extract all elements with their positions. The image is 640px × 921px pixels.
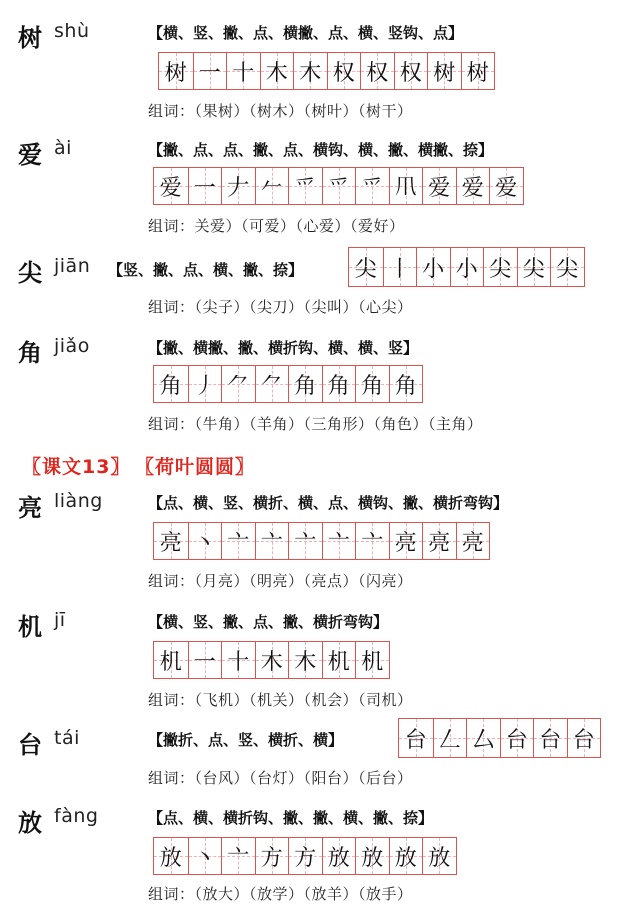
grid-cell: 机: [355, 642, 389, 678]
grid-cell: 尖: [550, 248, 584, 286]
character: 台: [18, 731, 42, 759]
grid-cell: 树: [159, 53, 193, 89]
grid-cell: 亮: [154, 523, 188, 559]
grid-cell: 小: [450, 248, 484, 286]
character: 放: [18, 809, 42, 837]
grid-cell: 角: [154, 366, 188, 402]
grid-cell: 丨: [383, 248, 417, 286]
grid-cell: 𠃋: [433, 719, 467, 757]
grid-cell: 放: [154, 838, 188, 874]
stroke-grid: [153, 522, 490, 560]
character: 爱: [18, 141, 42, 169]
pinyin: ài: [54, 137, 72, 159]
grid-cell: 亠: [288, 523, 322, 559]
grid-cell: ⺈: [221, 366, 255, 402]
character: 亮: [18, 494, 42, 522]
lesson-heading: [22, 452, 255, 479]
grid-cell: 一: [188, 642, 222, 678]
grid-cell: 尖: [517, 248, 551, 286]
stroke-grid: [348, 247, 585, 287]
grid-cell: 𤓯: [389, 168, 423, 204]
grid-cell: 亠: [221, 523, 255, 559]
grid-cell: 尖: [483, 248, 517, 286]
grid-cell: 台: [533, 719, 567, 757]
grid-cell: 爱: [422, 168, 456, 204]
grid-cell: 爱: [154, 168, 188, 204]
grid-cell: 一: [193, 53, 227, 89]
word-examples: 组词：（牛角）（羊角）（三角形）（角色）（主角）: [148, 415, 483, 433]
grid-cell: 放: [322, 838, 356, 874]
grid-cell: 台: [500, 719, 534, 757]
grid-cell: 𠂉: [255, 168, 289, 204]
grid-cell: 尖: [349, 248, 383, 286]
grid-cell: 放: [389, 838, 423, 874]
lesson-number: 〖课文13〗: [22, 456, 131, 478]
grid-cell: 木: [260, 53, 294, 89]
grid-cell: 方: [255, 838, 289, 874]
pinyin: liàng: [54, 490, 103, 512]
grid-cell: 亮: [422, 523, 456, 559]
grid-cell: 丶: [188, 523, 222, 559]
grid-cell: 木: [293, 53, 327, 89]
word-examples: 组词：（飞机）（机关）（机会）（司机）: [148, 691, 413, 709]
grid-cell: 亮: [456, 523, 490, 559]
grid-cell: 角: [288, 366, 322, 402]
grid-cell: 十: [221, 642, 255, 678]
stroke-grid: [153, 837, 457, 875]
grid-cell: 机: [322, 642, 356, 678]
grid-cell: 木: [288, 642, 322, 678]
grid-cell: 角: [322, 366, 356, 402]
grid-cell: 𠂇: [221, 168, 255, 204]
stroke-order: 【点、横、竖、横折、横、点、横钩、撇、横折弯钩】: [148, 494, 509, 512]
grid-cell: 角: [355, 366, 389, 402]
word-examples: 组词：（放大）（放学）（放羊）（放手）: [148, 885, 413, 903]
grid-cell: 爱: [456, 168, 490, 204]
stroke-grid: [153, 365, 423, 403]
stroke-grid: [398, 718, 601, 758]
grid-cell: 爱: [489, 168, 523, 204]
grid-cell: 树: [461, 53, 495, 89]
character: 机: [18, 613, 42, 641]
stroke-grid: [158, 52, 495, 90]
stroke-order: 【横、竖、撇、点、撇、横折弯钩】: [148, 613, 389, 631]
stroke-order: 【横、竖、撇、点、横撇、点、横、竖钩、点】: [148, 24, 464, 42]
pinyin: jī: [54, 609, 66, 631]
grid-cell: 亠: [322, 523, 356, 559]
grid-cell: ⺈: [255, 366, 289, 402]
grid-cell: 亠: [221, 838, 255, 874]
pinyin: jiǎo: [54, 335, 90, 357]
grid-cell: 爫: [322, 168, 356, 204]
grid-cell: 十: [226, 53, 260, 89]
grid-cell: 亠: [355, 523, 389, 559]
word-examples: 组词：（台风）（台灯）（阳台）（后台）: [148, 769, 413, 787]
pinyin: fàng: [54, 805, 99, 827]
pinyin: jiān: [54, 255, 91, 277]
word-examples: 组词：（月亮）（明亮）（亮点）（闪亮）: [148, 572, 413, 590]
character: 树: [18, 24, 42, 52]
pinyin: tái: [54, 727, 80, 749]
stroke-order: 【竖、撇、点、横、撇、捺】: [108, 261, 304, 279]
grid-cell: 树: [427, 53, 461, 89]
grid-cell: 亮: [389, 523, 423, 559]
grid-cell: 木: [255, 642, 289, 678]
grid-cell: 机: [154, 642, 188, 678]
word-examples: 组词：（果树）（树木）（树叶）（树干）: [148, 102, 413, 120]
grid-cell: 丿: [188, 366, 222, 402]
grid-cell: 亠: [255, 523, 289, 559]
stroke-order: 【撇折、点、竖、横折、横】: [148, 731, 344, 749]
grid-cell: 角: [389, 366, 423, 402]
grid-cell: 台: [399, 719, 433, 757]
grid-cell: 厶: [466, 719, 500, 757]
grid-cell: 权: [327, 53, 361, 89]
grid-cell: 丶: [188, 838, 222, 874]
grid-cell: 放: [355, 838, 389, 874]
stroke-order: 【撇、横撇、撇、横折钩、横、横、竖】: [148, 339, 419, 357]
grid-cell: 爫: [288, 168, 322, 204]
grid-cell: 爫: [355, 168, 389, 204]
grid-cell: 方: [288, 838, 322, 874]
pinyin: shù: [54, 20, 90, 42]
stroke-grid: [153, 167, 524, 205]
word-examples: 组词：（尖子）（尖刀）（尖叫）（心尖）: [148, 298, 413, 316]
character: 尖: [18, 259, 42, 287]
grid-cell: 小: [416, 248, 450, 286]
grid-cell: 放: [422, 838, 456, 874]
word-examples: 组词：关爱）（可爱）（心爱）（爱好）: [148, 217, 405, 235]
character: 角: [18, 339, 42, 367]
grid-cell: 一: [188, 168, 222, 204]
grid-cell: 权: [394, 53, 428, 89]
lesson-title: 〖荷叶圆圆〗: [144, 456, 255, 478]
stroke-order: 【撇、点、点、撇、点、横钩、横、撇、横撇、捺】: [148, 141, 494, 159]
stroke-grid: [153, 641, 390, 679]
grid-cell: 台: [567, 719, 601, 757]
stroke-order: 【点、横、横折钩、撇、撇、横、撇、捺】: [148, 809, 434, 827]
grid-cell: 权: [360, 53, 394, 89]
